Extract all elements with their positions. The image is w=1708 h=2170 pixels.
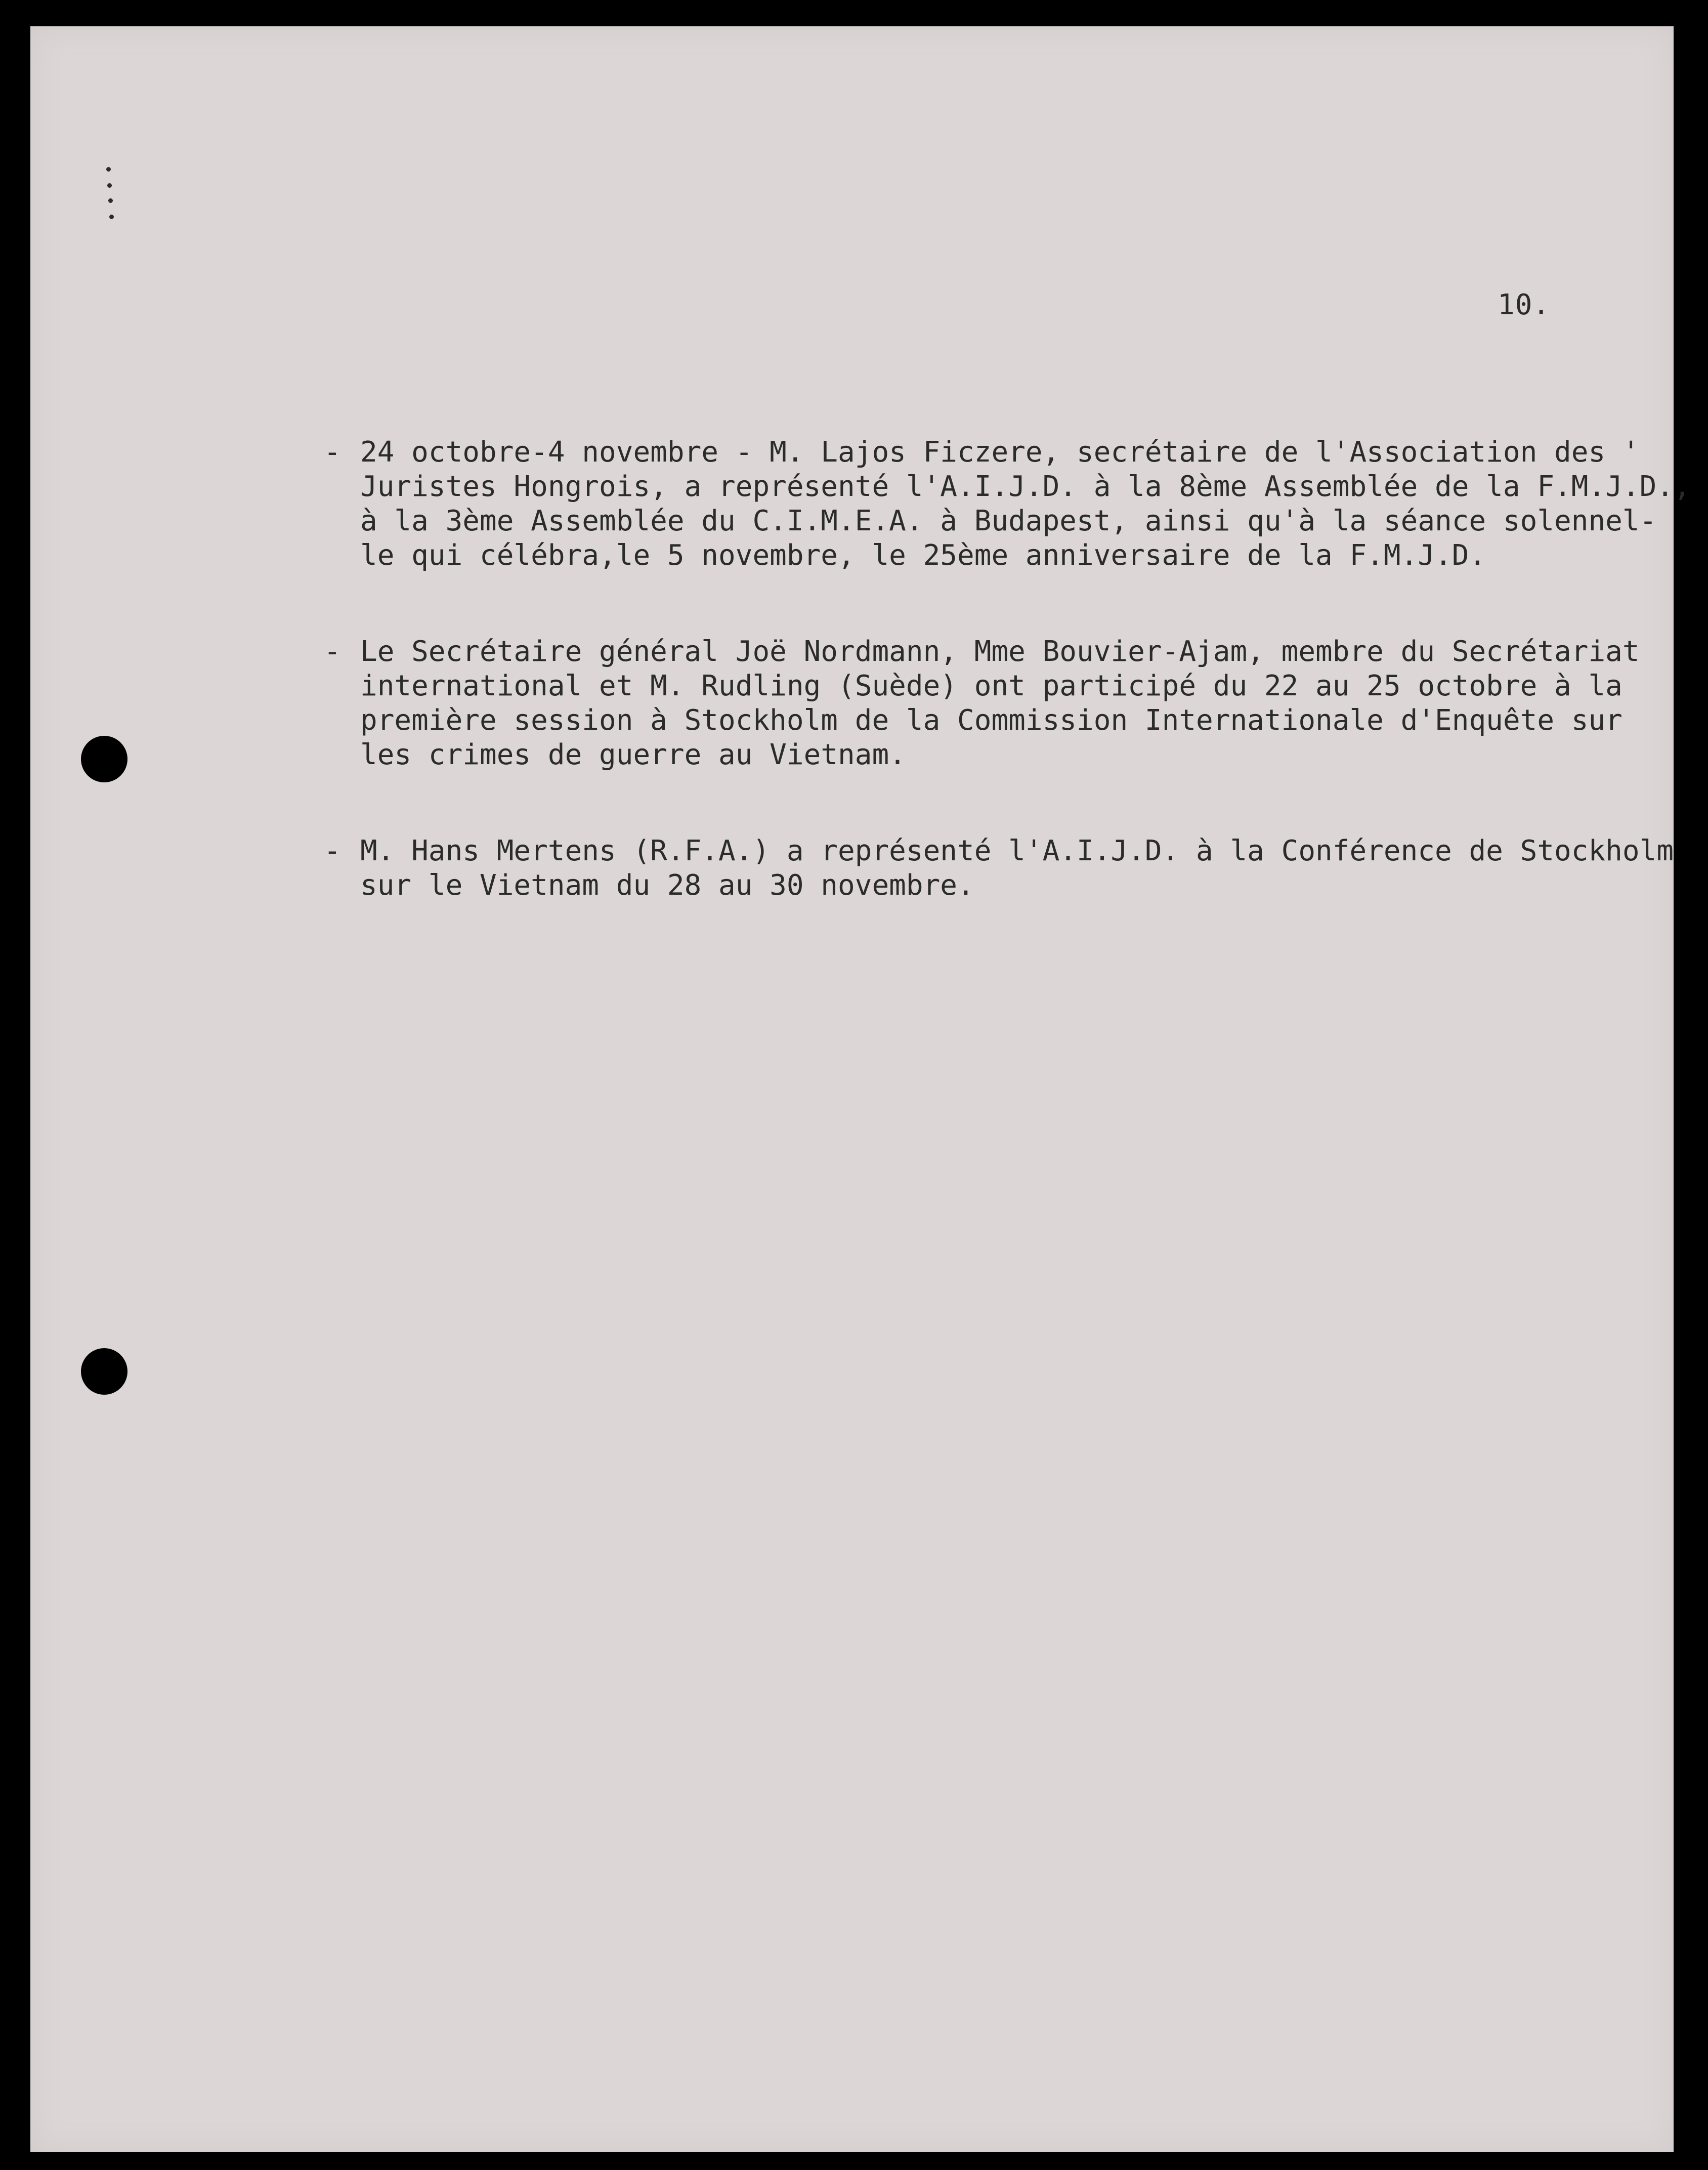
text-line: à la 3ème Assemblée du C.I.M.E.A. à Budapest, ainsi qu'à la séance solennel-	[360, 505, 1657, 537]
list-marker: -	[324, 436, 341, 469]
text-line: Juristes Hongrois, a représenté l'A.I.J.D. à la 8ème Assemblée de la F.M.J.D.,	[360, 470, 1691, 503]
text-line: sur le Vietnam du 28 au 30 novembre.	[360, 869, 974, 902]
list-item	[324, 435, 1691, 573]
list-marker: -	[324, 635, 341, 668]
text-line: 24 octobre-4 novembre - M. Lajos Ficzere, secrétaire de l'Association des '	[360, 436, 1640, 469]
punch-hole	[81, 1348, 127, 1395]
list-item	[324, 635, 1640, 772]
list-item	[324, 834, 1674, 903]
activity-list	[324, 435, 1691, 903]
margin-mark	[109, 215, 114, 219]
text-line: les crimes de guerre au Vietnam.	[360, 738, 906, 771]
punch-hole	[81, 736, 127, 782]
text-line: M. Hans Mertens (R.F.A.) a représenté l'A.I.J.D. à la Conférence de Stockholm	[360, 834, 1674, 867]
margin-mark	[106, 167, 111, 172]
text-line: Le Secrétaire général Joë Nordmann, Mme Bouvier-Ajam, membre du Secrétariat	[360, 635, 1640, 668]
text-line: le qui célébra,le 5 novembre, le 25ème anniversaire de la F.M.J.D.	[360, 539, 1486, 572]
page-number: 10.	[1498, 288, 1551, 321]
list-marker: -	[324, 834, 341, 867]
margin-mark	[108, 198, 113, 203]
margin-mark	[107, 183, 112, 188]
text-line: international et M. Rudling (Suède) ont participé du 22 au 25 octobre à la	[360, 670, 1622, 702]
text-line: première session à Stockholm de la Commission Internationale d'Enquête sur	[360, 704, 1622, 737]
document-page	[30, 26, 1691, 2152]
